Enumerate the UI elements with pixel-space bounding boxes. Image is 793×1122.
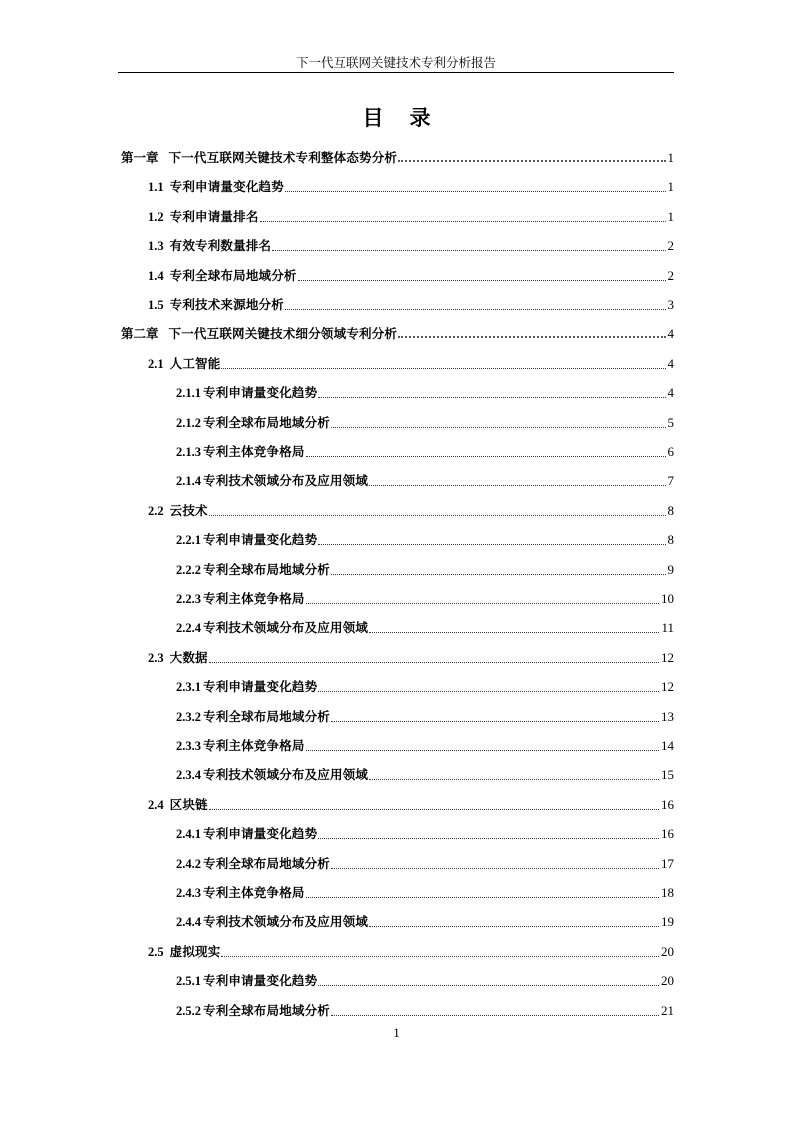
toc-entry-title: 专利申请量变化趋势: [203, 679, 318, 694]
toc-entry-title: 人工智能: [169, 356, 221, 371]
toc-entry-number: 2.1.1: [176, 386, 201, 400]
toc-entry[interactable]: [176, 381, 674, 401]
toc-entry-page: 13: [661, 709, 674, 724]
toc-dot-leader: [398, 336, 665, 338]
toc-dot-leader: [331, 1015, 659, 1016]
toc-entry-title: 专利主体竞争格局: [203, 444, 305, 459]
toc-entry[interactable]: [148, 793, 674, 813]
toc-entry[interactable]: [176, 675, 674, 695]
toc-dot-leader: [369, 779, 659, 780]
toc-dot-leader: [209, 662, 659, 663]
toc-dot-leader: [298, 280, 666, 281]
toc-entry[interactable]: [176, 763, 674, 783]
toc-entry-number: 2.3.2: [176, 710, 201, 724]
toc-entry-page: 11: [661, 620, 674, 635]
toc-chapter-entry[interactable]: [121, 322, 674, 342]
toc-dot-leader: [306, 750, 659, 751]
toc-entry-page: 16: [661, 826, 674, 841]
toc-dot-leader: [260, 221, 666, 222]
toc-entry-page: 6: [667, 444, 674, 459]
toc-entry-number: 2.1.3: [176, 445, 201, 459]
toc-entry[interactable]: [176, 705, 674, 725]
toc-entry-page: 1: [667, 179, 674, 194]
toc-entry-title: 云技术: [169, 503, 208, 518]
toc-entry-page: 12: [661, 679, 674, 694]
toc-entry[interactable]: [176, 969, 674, 989]
toc-dot-leader: [285, 309, 666, 310]
toc-entry-number: 1.3: [148, 239, 164, 253]
toc-entry-title: 专利申请量变化趋势: [203, 826, 318, 841]
toc-dot-leader: [331, 721, 659, 722]
toc-title: 目录: [362, 106, 457, 130]
toc-entry-title: 大数据: [169, 650, 208, 665]
toc-entry-title: 专利申请量变化趋势: [203, 973, 318, 988]
toc-entry-page: 4: [667, 356, 674, 371]
toc-entry-page: 17: [661, 856, 674, 871]
toc-entry-title: 虚拟现实: [169, 944, 221, 959]
toc-entry-title: 专利全球布局地域分析: [203, 856, 331, 871]
toc-entry[interactable]: [176, 881, 674, 901]
toc-entry[interactable]: [176, 528, 674, 548]
toc-entry-number: 2.2.4: [176, 621, 201, 635]
toc-entry-number: 2.2.3: [176, 592, 201, 606]
toc-entry-page: 15: [661, 767, 674, 782]
toc-entry-number: 2.5.2: [176, 1004, 201, 1018]
toc-entry[interactable]: [176, 616, 674, 636]
toc-entry-number: 2.3.1: [176, 680, 201, 694]
toc-entry-page: 1: [667, 150, 674, 165]
toc-entry-number: 1.4: [148, 269, 164, 283]
toc-entry-title: 专利申请量变化趋势: [169, 179, 284, 194]
toc-dot-leader: [331, 427, 665, 428]
toc-entry-page: 21: [661, 1003, 674, 1018]
toc-entry-title: 下一代互联网关键技术专利整体态势分析: [168, 150, 398, 165]
toc-entry-number: 2.2: [148, 504, 164, 518]
toc-entry[interactable]: [148, 499, 674, 519]
toc-entry-page: 16: [661, 797, 674, 812]
toc-entry-page: 10: [661, 591, 674, 606]
toc-entry-number: 2.3.3: [176, 739, 201, 753]
toc-entry-number: 2.1.4: [176, 474, 201, 488]
toc-entry-title: 专利申请量排名: [169, 209, 259, 224]
toc-entry[interactable]: [176, 822, 674, 842]
toc-entry-number: 2.3.4: [176, 768, 201, 782]
toc-entry-page: 8: [667, 503, 674, 518]
toc-entry-title: 专利申请量变化趋势: [203, 532, 318, 547]
toc-entry[interactable]: [148, 175, 674, 195]
toc-entry-page: 14: [661, 738, 674, 753]
toc-entry[interactable]: [148, 352, 674, 372]
toc-entry-page: 9: [667, 562, 674, 577]
toc-dot-leader: [272, 250, 665, 251]
toc-entry-title: 专利技术领域分布及应用领域: [203, 914, 369, 929]
toc-entry-page: 20: [661, 973, 674, 988]
toc-dot-leader: [318, 691, 659, 692]
toc-dot-leader: [318, 544, 665, 545]
toc-entry[interactable]: [148, 264, 674, 284]
toc-entry-page: 2: [667, 268, 674, 283]
toc-entry-number: 2.5: [148, 945, 164, 959]
toc-dot-leader: [209, 809, 659, 810]
toc-dot-leader: [306, 456, 666, 457]
toc-entry[interactable]: [148, 646, 674, 666]
toc-entry-number: 2.5.1: [176, 974, 201, 988]
toc-entry-page: 5: [667, 415, 674, 430]
toc-entry-number: 2.3: [148, 651, 164, 665]
toc-entry-number: 1.2: [148, 210, 164, 224]
toc-dot-leader: [318, 838, 659, 839]
toc-entry-title: 专利全球布局地域分析: [203, 562, 331, 577]
toc-entry-title: 有效专利数量排名: [169, 238, 272, 253]
toc-entry-number: 1.5: [148, 298, 164, 312]
toc-entry-page: 1: [667, 209, 674, 224]
toc-entry[interactable]: [176, 558, 674, 578]
toc-entry-number: 第二章: [121, 327, 159, 341]
toc-dot-leader: [331, 868, 659, 869]
toc-dot-leader: [306, 897, 659, 898]
toc-entry-title: 专利申请量变化趋势: [203, 385, 318, 400]
toc-entry-number: 2.1.2: [176, 416, 201, 430]
toc-entry-title: 专利技术领域分布及应用领域: [203, 620, 369, 635]
toc-entry[interactable]: [148, 205, 674, 225]
toc-dot-leader: [221, 956, 659, 957]
header-rule: [118, 72, 674, 73]
toc-entry-title: 专利全球布局地域分析: [169, 268, 297, 283]
toc-entry[interactable]: [148, 293, 674, 313]
toc-entry-number: 1.1: [148, 180, 164, 194]
toc-entry-number: 2.4.1: [176, 827, 201, 841]
toc-entry-page: 4: [667, 326, 674, 341]
toc-entry-page: 18: [661, 885, 674, 900]
toc-entry-title: 专利主体竞争格局: [203, 885, 305, 900]
toc-entry-number: 2.4.4: [176, 915, 201, 929]
toc-chapter-entry[interactable]: [121, 146, 674, 166]
toc-entry-title: 专利技术领域分布及应用领域: [203, 767, 369, 782]
toc-entry-number: 2.4.3: [176, 886, 201, 900]
toc-dot-leader: [318, 397, 665, 398]
toc-entry-number: 2.2.2: [176, 563, 201, 577]
toc-entry[interactable]: [176, 852, 674, 872]
toc-dot-leader: [369, 485, 665, 486]
toc-entry-number: 2.4.2: [176, 857, 201, 871]
toc-entry[interactable]: [176, 440, 674, 460]
toc-entry[interactable]: [176, 999, 674, 1019]
toc-entry[interactable]: [148, 234, 674, 254]
toc-entry[interactable]: [176, 411, 674, 431]
toc-entry[interactable]: [176, 587, 674, 607]
toc-entry-page: 8: [667, 532, 674, 547]
toc-entry-number: 第一章: [121, 151, 159, 165]
toc-entry-title: 专利全球布局地域分析: [203, 415, 331, 430]
toc-entry[interactable]: [176, 734, 674, 754]
toc-dot-leader: [306, 603, 659, 604]
toc-entry-title: 专利主体竞争格局: [203, 738, 305, 753]
toc-entry-number: 2.4: [148, 798, 164, 812]
toc-entry-title: 专利主体竞争格局: [203, 591, 305, 606]
toc-entry-page: 12: [661, 650, 674, 665]
toc-entry[interactable]: [176, 910, 674, 930]
running-header: 下一代互联网关键技术专利分析报告: [295, 55, 496, 70]
toc-entry-number: 2.2.1: [176, 533, 201, 547]
toc-entry-page: 19: [661, 914, 674, 929]
toc-dot-leader: [285, 191, 666, 192]
toc-entry-page: 7: [667, 473, 674, 488]
toc-dot-leader: [221, 368, 665, 369]
toc-entry-title: 专利技术来源地分析: [169, 297, 284, 312]
toc-dot-leader: [209, 515, 666, 516]
toc-entry-title: 专利全球布局地域分析: [203, 1003, 331, 1018]
toc-entry-page: 2: [667, 238, 674, 253]
toc-entry-title: 区块链: [169, 797, 208, 812]
toc-entry-page: 3: [667, 297, 674, 312]
toc-entry-number: 2.1: [148, 357, 164, 371]
toc-dot-leader: [318, 985, 659, 986]
toc-entry[interactable]: [176, 469, 674, 489]
toc-entry-title: 专利技术领域分布及应用领域: [203, 473, 369, 488]
toc-entry-title: 下一代互联网关键技术细分领域专利分析: [168, 326, 398, 341]
toc-entry-title: 专利全球布局地域分析: [203, 709, 331, 724]
toc-entry[interactable]: [148, 940, 674, 960]
page-number: 1: [393, 1025, 400, 1040]
toc-dot-leader: [369, 632, 659, 633]
toc-dot-leader: [369, 926, 659, 927]
toc-dot-leader: [398, 160, 665, 162]
toc-dot-leader: [331, 574, 665, 575]
toc-entry-page: 20: [661, 944, 674, 959]
toc-entry-page: 4: [667, 385, 674, 400]
